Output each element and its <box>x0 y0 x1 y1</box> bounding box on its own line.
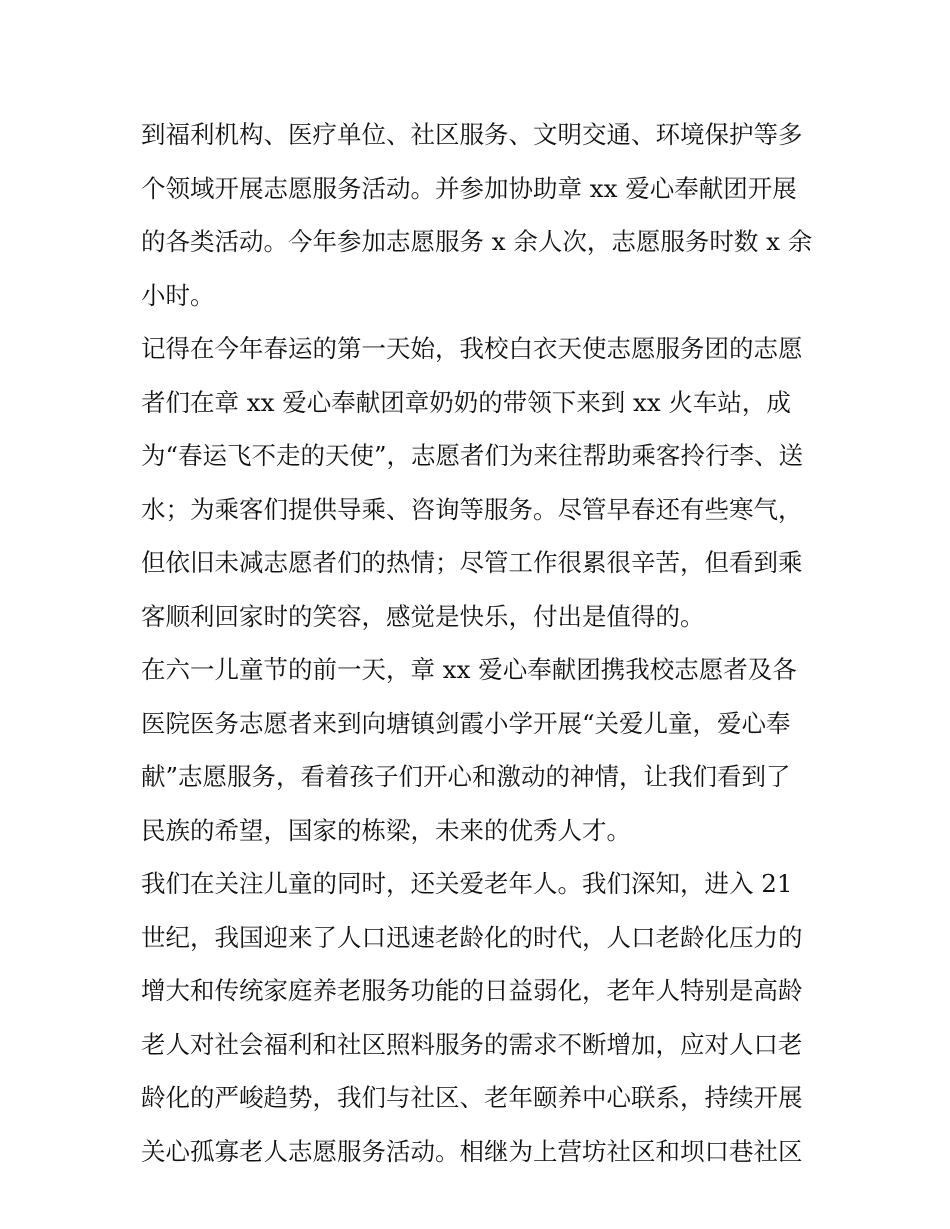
text-line: 小时。 <box>141 280 215 310</box>
text-line: 者们在章 xx 爱心奉献团章奶奶的带领下来到 xx 火车站，成 <box>141 387 791 417</box>
text-line: 但依旧未减志愿者们的热情；尽管工作很累很辛苦，但看到乘 <box>141 548 803 577</box>
paragraph-4 <box>141 857 821 1178</box>
text-line: 民族的希望，国家的栋梁，未来的优秀人才。 <box>141 815 631 845</box>
paragraph-2 <box>141 322 821 643</box>
text-line: 龄化的严峻趋势，我们与社区、老年颐养中心联系，持续开展 <box>141 1083 803 1112</box>
document-body <box>141 108 821 1178</box>
text-line: 关心孤寡老人志愿服务活动。相继为上营坊社区和坝口巷社区 <box>141 1136 803 1166</box>
text-line: 世纪，我国迎来了人口迅速老龄化的时代，人口老龄化压力的 <box>141 922 803 952</box>
text-line: 医院医务志愿者来到向塘镇剑霞小学开展“关爱儿童，爱心奉 <box>141 708 791 738</box>
paragraph-3 <box>141 643 821 857</box>
text-line: 个领域开展志愿服务活动。并参加协助章 xx 爱心奉献团开展 <box>141 173 797 203</box>
text-line: 增大和传统家庭养老服务功能的日益弱化，老年人特别是高龄 <box>141 976 803 1005</box>
text-line: 记得在今年春运的第一天始，我校白衣天使志愿服务团的志愿 <box>141 334 803 363</box>
paragraph-1 <box>141 108 821 322</box>
text-line: 到福利机构、医疗单位、社区服务、文明交通、环境保护等多 <box>141 120 803 149</box>
text-line: 客顺利回家时的笑容，感觉是快乐，付出是值得的。 <box>141 601 705 631</box>
text-line: 老人对社会福利和社区照料服务的需求不断增加，应对人口老 <box>141 1029 803 1059</box>
text-line: 的各类活动。今年参加志愿服务 x 余人次，志愿服务时数 x 余 <box>141 227 813 256</box>
text-line: 在六一儿童节的前一天，章 xx 爱心奉献团携我校志愿者及各 <box>141 655 797 684</box>
text-line: 水；为乘客们提供导乘、咨询等服务。尽管早春还有些寒气， <box>141 494 803 524</box>
text-line: 献”志愿服务，看着孩子们开心和激动的神情，让我们看到了 <box>141 762 791 791</box>
text-line: 我们在关注儿童的同时，还关爱老年人。我们深知，进入 21 <box>141 869 793 898</box>
text-line: 为“春运飞不走的天使”，志愿者们为来往帮助乘客拎行李、送 <box>141 441 804 470</box>
